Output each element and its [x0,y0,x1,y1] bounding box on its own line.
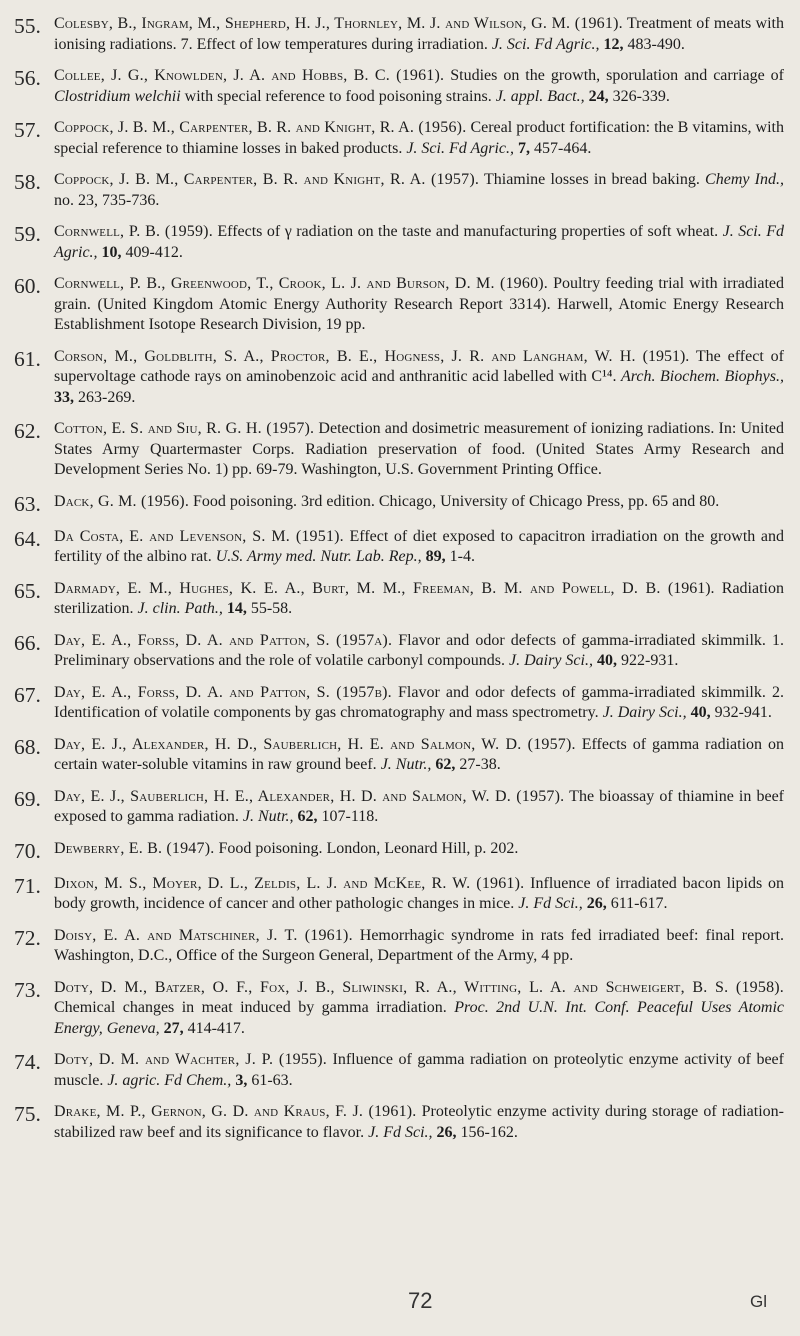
reference-volume: 40, [592,652,617,669]
reference-volume: 40, [686,704,711,721]
reference-title: The bioassay of thiamine in beef exposed to gamma radiation. [54,787,784,825]
reference-entry [14,839,784,863]
reference-number: 67. [14,682,41,707]
reference-pages: 107-118. [317,808,379,825]
reference-journal: Arch. Biochem. Biophys., [620,368,785,385]
reference-title: Chemical changes in meat induced by gamma irradiation. [54,999,455,1016]
reference-journal: J. Sci. Fd Agric., [54,223,784,261]
reference-number: 65. [14,578,41,603]
reference-journal: J. Sci. Fd Agric., [406,139,515,157]
reference-title: Hemorrhagic syndrome in rats fed irradiated beef: final report. Washington, D.C., Office of the Surgeon General, Department of the Army, 4 pp. [54,926,785,964]
reference-authors: Da Costa, E. and Levenson, S. M. (1951). [54,527,344,545]
reference-number: 64. [14,526,41,551]
reference-text [54,222,784,263]
reference-pages: with special reference to food poisoning strains. [180,87,496,105]
reference-title: Influence of irradiated bacon lipids on body growth, incidence of cancer and other pathologic changes in mice. [54,874,784,912]
page-number: 72 [408,1288,433,1313]
reference-entry [14,787,784,828]
reference-text [54,14,784,55]
reference-title: Food poisoning. 3rd edition. Chicago, University of Chicago Press, pp. 65 and 80. [189,492,720,510]
reference-title: (1961). Radiation sterilization. [54,579,784,617]
reference-journal: J. Fd Sci., [518,895,583,912]
reference-volume: 26, [432,1123,457,1141]
reference-title: Detection and dosimetric measurement of ionizing radiations. In: United States Army Quartermaster Corps. Radiation preservation of food. (United States Army Research and Development Series No. 1) pp. 69-79. Washington, U.S. Government Printing Office. [54,420,785,478]
reference-authors: Day, E. A., Forss, D. A. and Patton, S. (1957a). [54,631,393,649]
reference-entry [14,683,784,724]
reference-journal: J. Fd Sci., [368,1123,433,1141]
reference-number: 69. [14,786,41,811]
reference-title: Effects of γ radiation on the taste and manufacturing properties of soft wheat. [212,223,723,240]
reference-number: 60. [14,274,41,298]
reference-journal: Clostridium welchii [54,87,181,105]
reference-authors: Cotton, E. S. and Siu, R. G. H. (1957). [54,420,315,437]
reference-entry [14,926,784,967]
reference-authors: Collee, J. G., Knowlden, J. A. and Hobbs, B. C. (1961). [54,67,445,84]
reference-authors: Doty, D. M. and Wachter, J. P. (1955). [54,1051,327,1068]
reference-entry [14,118,784,159]
reference-entry [14,347,784,409]
reference-authors: Corson, M., Goldblith, S. A., Proctor, B. E., Hogness, J. R. and Langham, W. H. [54,347,636,365]
reference-pages: 27-38. [455,756,501,773]
reference-authors: Cornwell, P. B., Greenwood, T., Crook, L. J. and Burson, D. M. (1960). [54,275,549,292]
reference-entry [14,14,784,55]
reference-text [54,1102,784,1143]
reference-entry [14,274,784,336]
reference-text [54,874,784,915]
reference-title: Proteolytic enzyme activity during storage of radiation-stabilized raw beef and its significance to flavor. [54,1103,784,1141]
reference-number: 70. [14,838,41,863]
reference-volume: 12, [599,35,624,53]
reference-journal: J. Nutr., [380,756,432,773]
reference-authors: Coppock, J. B. M., Carpenter, B. R. and Knight, R. A. (1957). [54,171,480,188]
reference-pages: 922-931. [616,652,679,669]
reference-number: 74. [14,1050,41,1074]
signature-mark: Gl [750,1292,767,1311]
reference-text [54,419,784,481]
reference-text [54,926,784,967]
reference-title: Treatment of meats with ionising radiations. 7. Effect of low temperatures during irradiation. [54,15,785,53]
reference-title: Food poisoning. London, Leonard Hill, p. 202. [214,839,519,857]
reference-number: 59. [14,222,41,246]
reference-number: 58. [14,170,41,194]
reference-volume: 27, [159,1019,184,1037]
reference-volume: 33, [54,388,74,406]
reference-authors: Day, E. A., Forss, D. A. and Patton, S. (1957b). [54,683,392,701]
reference-text [54,735,784,776]
reference-journal: J. Nutr., [242,808,294,825]
reference-volume: 26, [582,895,607,912]
reference-title: Thiamine losses in bread baking. [479,171,706,188]
reference-number: 56. [14,66,41,90]
reference-pages: 932-941. [710,704,772,721]
reference-text [54,839,784,860]
page-footer [0,1288,800,1318]
reference-entry [14,170,784,211]
reference-pages: 457-464. [530,139,592,157]
reference-pages: no. 23, 735-736. [54,191,160,209]
reference-authors: Dack, G. M. (1956). [54,492,190,510]
reference-entry [14,579,784,620]
reference-title: Influence of gamma radiation on proteolytic enzyme activity of beef muscle. [54,1051,784,1089]
reference-title: Poultry feeding trial with irradiated grain. (United Kingdom Atomic Energy Authority Research Report 3314). Harwell, Atomic Energy Research Establishment Isotope Research Division, 19 pp. [54,275,784,333]
reference-volume: 10, [97,243,122,261]
reference-journal: J. agric. Fd Chem., [107,1071,232,1089]
reference-title: Cereal product fortification: the B vitamins, with special reference to thiamine losses in baked products. [54,119,784,157]
reference-number: 63. [14,491,41,516]
reference-number: 71. [14,873,41,898]
reference-number: 66. [14,630,41,655]
reference-entry [14,978,784,1040]
reference-list [14,14,784,1143]
reference-entry [14,631,784,672]
reference-text [54,347,784,409]
reference-text [54,170,784,211]
reference-volume: 62, [431,756,456,773]
reference-authors: Coppock, J. B. M., Carpenter, B. R. and Knight, R. A. (1956). [54,119,467,136]
reference-authors: Doty, D. M., Batzer, O. F., Fox, J. B., Sliwinski, R. A., Witting, L. A. and Schweigert, B. S. (1958). [54,978,784,996]
reference-title: (1951). The effect of supervoltage cathode rays on aminobenzoic acid and anthranitic acid labelled with C¹⁴. [54,347,785,385]
reference-pages: 414-417. [183,1019,245,1037]
reference-text [54,978,784,1040]
reference-title: Effect of diet exposed to capacitron irradiation on the growth and fertility of the albino rat. [54,527,784,565]
reference-authors: Dewberry, E. B. (1947). [54,839,215,857]
reference-text [54,274,784,336]
reference-title: Studies on the growth, sporulation and carriage of [444,67,785,84]
reference-pages: 326-339. [608,87,670,105]
reference-number: 75. [14,1102,41,1126]
reference-pages: 1-4. [445,548,475,565]
reference-text [54,787,784,828]
reference-number: 55. [14,14,41,38]
reference-text [54,631,784,672]
reference-text [54,66,784,107]
reference-entry [14,527,784,568]
reference-entry [14,419,784,481]
reference-pages: 263-269. [74,388,136,406]
reference-number: 72. [14,925,41,950]
reference-number: 62. [14,419,41,443]
reference-number: 57. [14,118,41,142]
reference-entry [14,735,784,776]
reference-text [54,492,784,513]
reference-authors: Day, E. J., Alexander, H. D., Sauberlich, H. E. and Salmon, W. D. (1957). [54,735,576,753]
reference-text [54,527,784,568]
reference-entry [14,492,784,516]
reference-title: Flavor and odor defects of gamma-irradiated skimmilk. 2. Identification of volatile components by gas chromatography and mass spectrometry. [54,683,784,721]
reference-pages: 611-617. [606,895,668,912]
reference-journal: J. Dairy Sci., [602,704,687,721]
reference-volume: 14, [222,600,247,617]
reference-entry [14,1102,784,1143]
reference-journal: J. Dairy Sci., [509,652,593,669]
reference-pages: 61-63. [247,1071,293,1089]
reference-authors: Colesby, B., Ingram, M., Shepherd, H. J., Thornley, M. J. and Wilson, G. M. (1961). [54,15,623,32]
reference-text [54,683,784,724]
reference-journal: J. Sci. Fd Agric., [491,35,600,53]
reference-authors: Cornwell, P. B. (1959). [54,223,213,240]
reference-volume: 89, [421,548,446,565]
reference-journal: J. appl. Bact., [495,87,585,105]
reference-entry [14,1050,784,1091]
reference-title: Effects of gamma radiation on certain water-soluble vitamins in raw ground beef. [54,735,785,773]
reference-entry [14,66,784,107]
reference-number: 73. [14,977,41,1002]
reference-text [54,1050,784,1091]
reference-authors: Drake, M. P., Gernon, G. D. and Kraus, F. J. (1961). [54,1103,417,1120]
reference-pages: 156-162. [456,1123,518,1141]
reference-journal: J. clin. Path., [137,600,223,617]
reference-authors: Darmady, E. M., Hughes, K. E. A., Burt, M. M., Freeman, B. M. and Powell, D. B. [54,579,661,597]
reference-number: 61. [14,346,41,371]
reference-volume: 3, [231,1071,248,1089]
reference-title: Flavor and odor defects of gamma-irradiated skimmilk. 1. Preliminary observations and the role of volatile carbonyl compounds. [54,631,785,669]
reference-authors: Doisy, E. A. and Matschiner, J. T. (1961). [54,926,353,944]
reference-journal: U.S. Army med. Nutr. Lab. Rep., [215,548,422,565]
reference-text [54,579,784,620]
reference-journal: Proc. 2nd U.N. Int. Conf. Peaceful Uses Atomic Energy, Geneva, [54,999,785,1037]
reference-entry [14,874,784,915]
reference-number: 68. [14,734,41,759]
reference-volume: 62, [293,808,318,825]
reference-journal: Chemy Ind., [705,171,785,188]
reference-volume: 24, [584,87,609,105]
reference-text [54,118,784,159]
reference-volume: 7, [514,139,531,157]
reference-authors: Dixon, M. S., Moyer, D. L., Zeldis, L. J. and McKee, R. W. (1961). [54,874,525,892]
reference-entry [14,222,784,263]
reference-pages: 483-490. [623,35,685,53]
reference-authors: Day, E. J., Sauberlich, H. E., Alexander, H. D. and Salmon, W. D. (1957). [54,787,565,805]
reference-pages: 409-412. [121,243,183,261]
reference-pages: 55-58. [246,600,293,617]
